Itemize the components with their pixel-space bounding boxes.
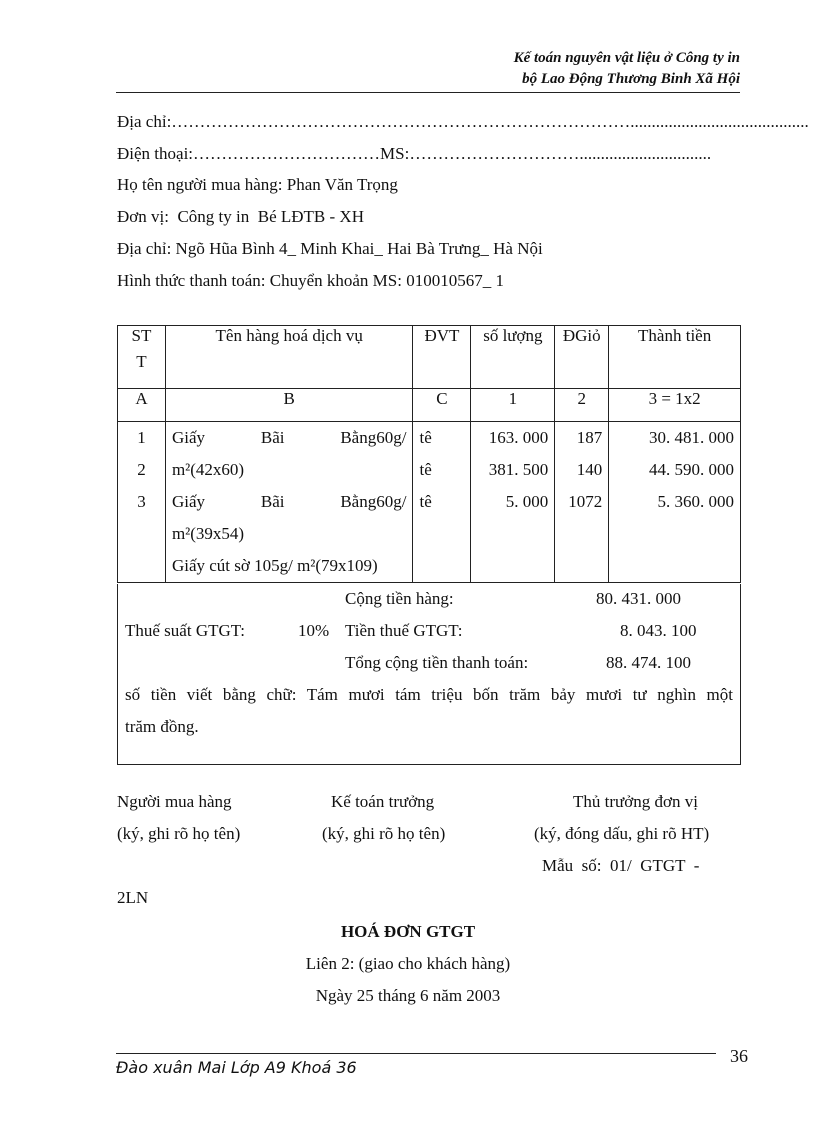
seller-ms-label: MS: (380, 144, 410, 163)
item-name-3: Giấy Bãi Bằng60g/ (171, 492, 407, 511)
seller-address-label: Địa chỉ: (117, 112, 172, 131)
vat-rate-value: 10% (298, 621, 330, 640)
col-amount-header: Thành tiền (609, 326, 741, 389)
col-price-header: ĐGiỏ (555, 326, 609, 389)
label-2: 2 (555, 389, 609, 422)
item-names-cell (165, 422, 413, 583)
price-cell: 187 140 1072 (555, 422, 609, 583)
item-name-5: Giấy cút sờ 105g/ m²(79x109) (171, 556, 378, 575)
sig-accountant-note: (ký, ghi rõ họ tên) (322, 824, 446, 843)
item-name-4: m²(39x54) (171, 524, 245, 543)
sig-accountant: Kế toán trưởng (331, 792, 435, 811)
amount-in-words-2: trăm đồng. (125, 717, 199, 736)
col-stt-header: ST T (118, 326, 166, 389)
label-c: C (413, 389, 471, 422)
header-line-2: bộ Lao Động Thương Binh Xã Hội (522, 71, 740, 87)
buyer-name: Họ tên người mua hàng: Phan Văn Trọng (117, 175, 398, 194)
footer-author: Đào xuân Mai Lớp A9 Khoá 36 (116, 1058, 357, 1077)
seller-phone-dots: …………………………… (193, 144, 381, 163)
seller-ms-dots: …………………………............................... (409, 144, 712, 163)
sig-director-note: (ký, đóng dấu, ghi rõ HT) (534, 824, 710, 843)
seller-address-dots: ……………………………………………………………………….......................................... (171, 112, 809, 131)
label-1: 1 (471, 389, 555, 422)
table-label-row (118, 389, 741, 422)
totals-box (117, 584, 741, 765)
subtotal-label: Cộng tiền hàng: (345, 589, 454, 608)
amount-in-words-1: số tiền viết bằng chữ: Tám mươi tám triệu bốn trăm bảy mươi tư nghìn một (125, 685, 733, 704)
col-unit-header: ĐVT (413, 326, 471, 389)
header-rule (116, 92, 740, 93)
footer-rule (116, 1053, 716, 1054)
vat-label: Tiền thuế GTGT: (345, 621, 463, 640)
total-label: Tổng cộng tiền thanh toán: (345, 653, 529, 672)
vat-value: 8. 043. 100 (620, 621, 697, 640)
buyer-address: Địa chỉ: Ngõ Hũa Bình 4_ Minh Khai_ Hai Bà Trưng_ Hà Nội (117, 239, 543, 258)
item-name-1: Giấy Bãi Bằng60g/ (171, 428, 407, 447)
table-header-row (118, 326, 741, 389)
label-b: B (165, 389, 413, 422)
seller-phone-line (117, 143, 711, 165)
form-number: Mẫu số: 01/ GTGT - (542, 856, 700, 875)
item-name-2: m²(42x60) (171, 460, 245, 479)
label-3: 3 = 1x2 (609, 389, 741, 422)
buyer-unit: Đơn vị: Công ty in Bé LĐTB - XH (117, 207, 364, 226)
invoice-copy: Liên 2: (giao cho khách hàng) (305, 954, 511, 973)
table-row (118, 422, 741, 583)
qty-cell: 163. 000 381. 500 5. 000 (471, 422, 555, 583)
vat-rate-label: Thuế suất GTGT: (125, 621, 246, 640)
seller-address-line (117, 111, 809, 133)
invoice-date: Ngày 25 tháng 6 năm 2003 (315, 986, 501, 1005)
col-name-header: Tên hàng hoá dịch vụ (165, 326, 413, 389)
invoice-title: HOÁ ĐƠN GTGT (340, 922, 476, 941)
total-value: 88. 474. 100 (606, 653, 691, 672)
header-line-1: Kế toán nguyên vật liệu ở Công ty in (513, 50, 740, 66)
payment-method: Hình thức thanh toán: Chuyển khoản MS: 010010567_ 1 (117, 271, 504, 290)
unit-cell: tê tê tê (413, 422, 471, 583)
invoice-table (117, 325, 741, 583)
seller-phone-label: Điện thoại: (117, 144, 194, 163)
page-number: 36 (730, 1046, 748, 1066)
form-number-cont: 2LN (117, 888, 149, 907)
subtotal-value: 80. 431. 000 (596, 589, 681, 608)
sig-buyer: Người mua hàng (117, 792, 232, 811)
stt-cell: 1 2 3 (118, 422, 166, 583)
label-a: A (118, 389, 166, 422)
amount-cell: 30. 481. 000 44. 590. 000 5. 360. 000 (609, 422, 741, 583)
sig-buyer-note: (ký, ghi rõ họ tên) (117, 824, 241, 843)
col-qty-header: số lượng (471, 326, 555, 389)
sig-director: Thủ trưởng đơn vị (573, 792, 698, 811)
